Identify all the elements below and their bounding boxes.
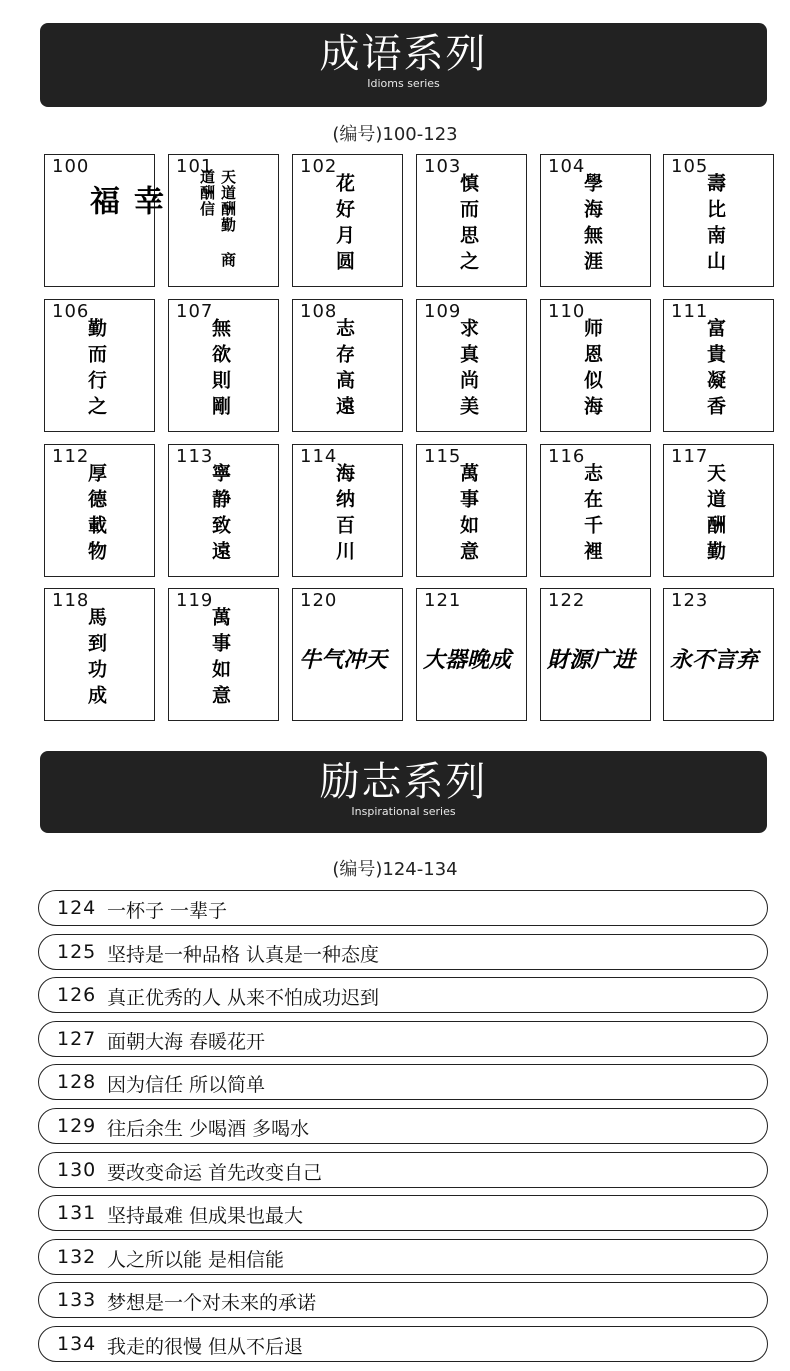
idiom-number: 100 [52, 156, 90, 177]
idiom-number: 110 [548, 301, 586, 322]
idiom-cell [44, 154, 163, 287]
idiom-calligraphy: 永不言弃 [670, 647, 759, 673]
idiom-cell [416, 444, 527, 577]
inspirational-text: 面朝大海 春暖花开 [107, 1030, 266, 1053]
inspirational-item [38, 1108, 768, 1144]
idiom-calligraphy: 無欲則剛 [209, 318, 231, 422]
inspirational-item [38, 1239, 768, 1275]
idiom-number: 105 [671, 156, 709, 177]
inspirational-item [38, 1064, 768, 1100]
idiom-calligraphy: 志存高遠 [333, 318, 355, 422]
inspirational-number: 127 [57, 1027, 97, 1050]
inspirational-text: 人之所以能 是相信能 [107, 1248, 285, 1271]
idiom-calligraphy: 幸福 [84, 185, 163, 237]
idiom-cell [168, 299, 279, 432]
idiom-cell [663, 154, 774, 287]
idiom-cell [292, 588, 403, 721]
idiom-number: 115 [424, 446, 462, 467]
idiom-cell [292, 299, 403, 432]
inspirational-number: 131 [57, 1202, 97, 1225]
idiom-calligraphy: 壽比南山 [704, 173, 726, 277]
idiom-number: 101 [176, 156, 214, 177]
idiom-number: 121 [424, 590, 462, 611]
idiom-cell [416, 154, 527, 287]
idiom-calligraphy: 海纳百川 [333, 463, 355, 567]
inspirational-number: 132 [57, 1245, 97, 1268]
inspirational-number: 134 [57, 1333, 97, 1355]
idiom-number: 113 [176, 446, 214, 467]
idiom-number: 102 [300, 156, 338, 177]
idiom-number: 112 [52, 446, 90, 467]
inspirational-text: 坚持是一种品格 认真是一种态度 [107, 943, 380, 966]
inspirational-text: 要改变命运 首先改变自己 [107, 1161, 323, 1184]
idiom-calligraphy: 萬事如意 [457, 463, 479, 567]
idiom-cell [663, 444, 774, 577]
idioms-title: 成语系列 [319, 31, 488, 77]
inspirational-text: 坚持最难 但成果也最大 [107, 1205, 304, 1228]
idiom-calligraphy: 慎而思之 [457, 173, 479, 277]
idiom-calligraphy: 志在千裡 [581, 463, 603, 567]
idiom-number: 108 [300, 301, 338, 322]
idiom-calligraphy: 寧静致遠 [209, 463, 231, 567]
idiom-cell [540, 299, 651, 432]
idiom-number: 120 [300, 590, 338, 611]
idiom-calligraphy: 富貴凝香 [704, 318, 726, 422]
idiom-cell [663, 299, 774, 432]
idiom-calligraphy: 牛气冲天 [299, 647, 388, 673]
idiom-calligraphy: 勤而行之 [85, 318, 107, 422]
inspirational-range: (编号)124-134 [332, 859, 458, 880]
idiom-number: 117 [671, 446, 709, 467]
inspirational-number: 126 [57, 984, 97, 1007]
idiom-cell [168, 154, 279, 287]
inspirational-item [38, 890, 768, 926]
inspirational-number: 129 [57, 1115, 97, 1137]
inspirational-text: 一杯子 一辈子 [107, 900, 228, 922]
idiom-number: 111 [671, 301, 709, 322]
idiom-cell [416, 299, 527, 432]
idiom-number: 104 [548, 156, 586, 177]
inspirational-item [38, 1021, 768, 1057]
idiom-cell [663, 588, 774, 721]
idiom-cell [292, 154, 403, 287]
idioms-subtitle: Idioms series [367, 77, 440, 90]
idiom-calligraphy: 馬到功成 [85, 607, 107, 711]
idiom-number: 103 [424, 156, 462, 177]
idiom-cell [540, 588, 651, 721]
inspirational-number: 124 [57, 897, 97, 919]
inspirational-item [38, 1326, 768, 1362]
idiom-calligraphy: 天道酬勤 [704, 463, 726, 567]
inspirational-item [38, 1282, 768, 1318]
inspirational-text: 真正优秀的人 从来不怕成功迟到 [107, 987, 380, 1010]
inspirational-text: 我走的很慢 但从不后退 [107, 1336, 304, 1358]
idiom-cell [540, 154, 651, 287]
idiom-calligraphy: 財源广进 [547, 647, 636, 673]
inspirational-banner [40, 751, 767, 833]
idiom-calligraphy: 學海無涯 [581, 173, 603, 277]
idiom-number: 106 [52, 301, 90, 322]
idiom-cell [540, 444, 651, 577]
idiom-calligraphy: 萬事如意 [209, 607, 231, 711]
idiom-cell [44, 588, 155, 721]
idiom-calligraphy: 大器晚成 [423, 647, 512, 673]
idiom-cell [168, 444, 279, 577]
idiom-calligraphy: 花好月圆 [333, 173, 355, 277]
idiom-calligraphy: 厚德載物 [85, 463, 107, 567]
idiom-number: 107 [176, 301, 214, 322]
idiom-number: 123 [671, 590, 709, 611]
inspirational-item [38, 977, 768, 1013]
idiom-cell [292, 444, 403, 577]
idiom-number: 116 [548, 446, 586, 467]
inspirational-number: 125 [57, 940, 97, 963]
idiom-cell [44, 299, 155, 432]
idiom-number: 118 [52, 590, 90, 611]
idiom-cell [168, 588, 279, 721]
inspirational-number: 130 [57, 1158, 97, 1181]
inspirational-item [38, 1195, 768, 1231]
idiom-calligraphy: 师恩似海 [581, 318, 603, 422]
idiom-number: 119 [176, 590, 214, 611]
idiom-calligraphy: 天道酬勤 商道酬信 [198, 169, 237, 268]
inspirational-number: 133 [57, 1289, 97, 1312]
inspirational-title: 励志系列 [319, 759, 488, 805]
inspirational-text: 往后余生 少喝酒 多喝水 [107, 1118, 310, 1140]
idioms-grid [44, 154, 775, 724]
idiom-calligraphy: 求真尚美 [457, 318, 479, 422]
idioms-banner [40, 23, 767, 107]
idioms-range: (编号)100-123 [332, 124, 458, 145]
inspirational-item [38, 1152, 768, 1188]
idiom-number: 109 [424, 301, 462, 322]
idiom-cell [44, 444, 155, 577]
idiom-number: 122 [548, 590, 586, 611]
inspirational-text: 因为信任 所以简单 [107, 1074, 266, 1097]
idiom-number: 114 [300, 446, 338, 467]
inspirational-number: 128 [57, 1071, 97, 1094]
inspirational-item [38, 934, 768, 970]
idiom-cell [416, 588, 527, 721]
inspirational-subtitle: Inspirational series [351, 805, 456, 818]
inspirational-text: 梦想是一个对未来的承诺 [107, 1292, 317, 1315]
